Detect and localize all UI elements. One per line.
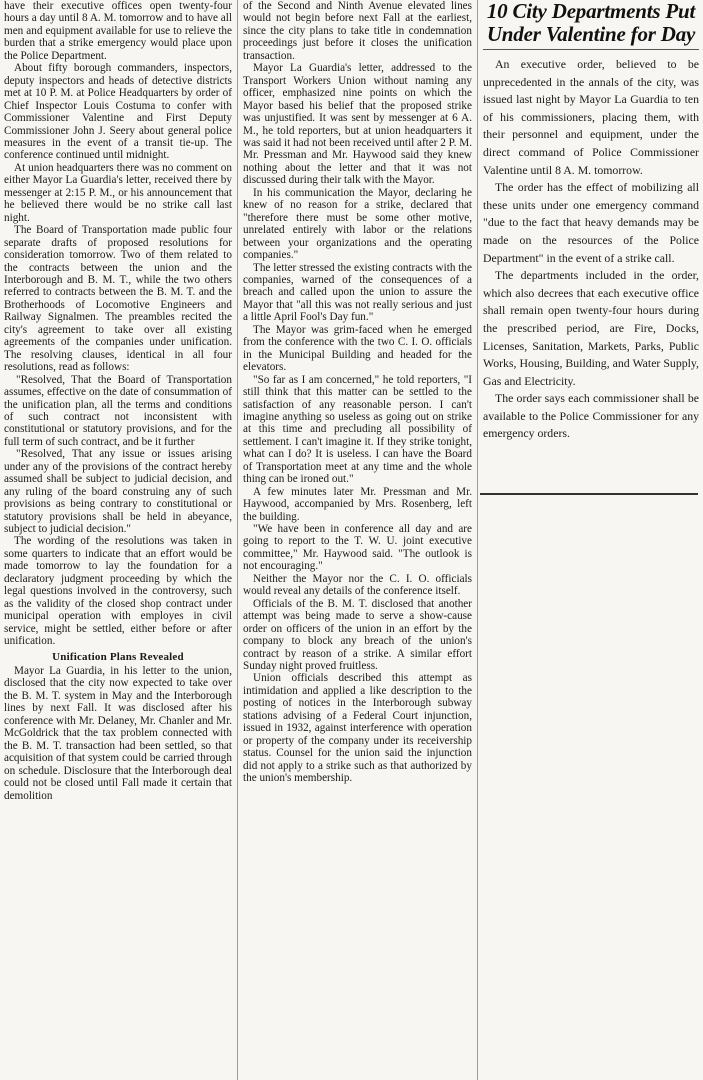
column-divider [477,0,478,1080]
article-headline [483,0,699,46]
headline-line: Under Valentine for Day [486,22,696,46]
article-paragraph: The wording of the resolutions was taken in some quarters to indicate that an effort would be made tomorrow to lay the foundation for a declaratory judgment proceeding by which the legal questions involved in the controversy, such as the validity of the closed shop contract under municipal operation with employes in civil service, might be settled, either before or after unification. [4,535,232,648]
article-paragraph: At union headquarters there was no comment on either Mayor La Guardia's letter, received there by messenger at 2:15 P. M., or his announcement that he believed there would be no strike call last night. [4,161,232,224]
article-paragraph: have their executive offices open twenty-four hours a day until 8 A. M. tomorrow and to have all men and equipment available for use to relieve the burden that a strike emergency would place upon the Police Department. [4,0,232,62]
article-paragraph: "Resolved, That any issue or issues arising under any of the provisions of the contract hereby assumed shall be subject to judicial decision, and any ruling of the board construing any of such provisions as being contrary to constitutional or statutory provisions shall be held in abeyance, subject to judicial decision." [4,448,232,536]
article-end-rule [480,493,698,495]
article-paragraph: The Mayor was grim-faced when he emerged from the conference with the two C. I. O. officials in the Municipal Building and headed for the elevators. [243,323,472,374]
section-subhead: Unification Plans Revealed [52,650,184,663]
article-paragraph: The letter stressed the existing contracts with the companies, warned of the consequences of a breach and called upon the union to assure the Mayor that "all this was not really serious and just a little April Fool's Day fun." [243,261,472,324]
article-paragraph: of the Second and Ninth Avenue elevated lines would not begin before next Fall at the earliest, since the city plans to take title in condemnation proceedings just before it closes the unification transaction. [243,0,472,62]
headline-line: 10 City Departments Put [486,0,696,23]
article-paragraph: An executive order, believed to be unprecedented in the annals of the city, was issued last night by Mayor La Guardia to ten of his commissioners, placing them, with their personnel and equipment, under the direct command of Police Commissioner Valentine until 8 A. M. tomorrow. [483,57,699,177]
article-paragraph: The order says each commissioner shall be available to the Police Commissioner for any emergency orders. [483,391,699,441]
article-paragraph: "So far as I am concerned," he told reporters, "I still think that this matter can be settled to the satisfaction of any reasonable person. I can't imagine anything so useless as going out on strike at this time and precluding all possibility of settlement. I can't imagine it. If they strike tonight, what can I do? It is useless. I can have the Board of Transportation meet at any time and the whole thing can be ironed out." [243,373,472,486]
article-paragraph: Union officials described this attempt as intimidation and applied a like description to the posting of notices in the Interborough subway stations advising of a Federal Court injunction, issued in 1932, against interference with operation or property of the company under its receivership status. Counsel for the union said the injunction did not apply to a strike such as that authorized by the union's membership. [243,672,472,785]
article-paragraph: The departments included in the order, which also decrees that each executive office shall remain open twenty-four hours during the prescribed period, are Fire, Docks, Licenses, Sanitation, Markets, Parks, Public Works, Housing, Building, and Water Supply, Gas and Electricity. [483,268,699,388]
headline-rule [483,49,699,50]
column-divider [237,0,238,1080]
article-paragraph: Mayor La Guardia, in his letter to the union, disclosed that the city now expected to take over the B. M. T. system in May and the Interborough lines by next Fall. It was disclosed after his conference with Mr. Delaney, Mr. Chanler and Mr. McGoldrick that the tax problem connected with the B. M. T. transaction had been settled, so that acquisition of that system could be carried through on schedule. Disclosure that the Interborough deal could not be closed until Fall made it certain that demolition [4,665,232,802]
article-paragraph: "We have been in conference all day and are going to report to the T. W. U. joint executive committee," Mr. Haywood said. "The outlook is not encouraging." [243,523,472,573]
article-paragraph: The order has the effect of mobilizing all these units under one emergency command "due to the fact that heavy demands may be made on the resources of the Police Department" in the event of a strike call. [483,180,699,265]
article-paragraph: Mayor La Guardia's letter, addressed to the Transport Workers Union without naming any officer, emphasized nine points on which the Mayor based his belief that the proposed strike was unjustified. It was sent by messenger at 6 A. M., he told reporters, but at union headquarters it was said it had not been received until after 2 P. M. Mr. Pressman and Mr. Haywood said they knew nothing about the letter and that it was not discussed during their talk with the Mayor. [243,62,472,187]
article-paragraph: A few minutes later Mr. Pressman and Mr. Haywood, accompanied by Mrs. Rosenberg, left the building. [243,485,472,523]
article-paragraph: In his communication the Mayor, declaring he knew of no reason for a strike, declared that "therefore there must be some other motive, unrelated entirely with labor or the relations between your organizations and the operating companies." [243,186,472,262]
article-paragraph: Neither the Mayor nor the C. I. O. officials would reveal any details of the conference itself. [243,572,472,598]
column-right-sidebar-article [483,0,699,500]
article-paragraph: "Resolved, That the Board of Transportation assumes, effective on the date of consummation of the unification plan, all the terms and conditions of such contract not inconsistent with constitutional or statutory provisions, and for the full term of such contract, and be it further [4,373,232,448]
column-middle [243,0,472,1022]
column-left [4,0,232,1080]
article-paragraph: About fifty borough commanders, inspectors, deputy inspectors and heads of detective districts met at 10 P. M. at Police Headquarters by order of Chief Inspector Louis Costuma to confer with Commissioner Valentine and First Deputy Commissioner John J. Seery about general police measures in the event of a transit tie-up. The conference continued until midnight. [4,62,232,162]
article-paragraph: The Board of Transportation made public four separate drafts of proposed resolutions for consideration tomorrow. Two of them related to the contracts between the union and the Interborough and B. M. T., while the two others referred to contracts between the B. M. T. and the Brotherhoods of Locomotive Engineers and Railway Signalmen. The preambles recited the city's agreement to take over all existing agreements of the companies under unification. The resolving clauses, identical in all four resolutions, read as follows: [4,224,232,374]
article-paragraph: Officials of the B. M. T. disclosed that another attempt was being made to serve a show-cause order on officers of the union in an effort by the company to block any breach of the union's contract by reason of a strike. A similar effort Sunday night proved fruitless. [243,597,472,673]
